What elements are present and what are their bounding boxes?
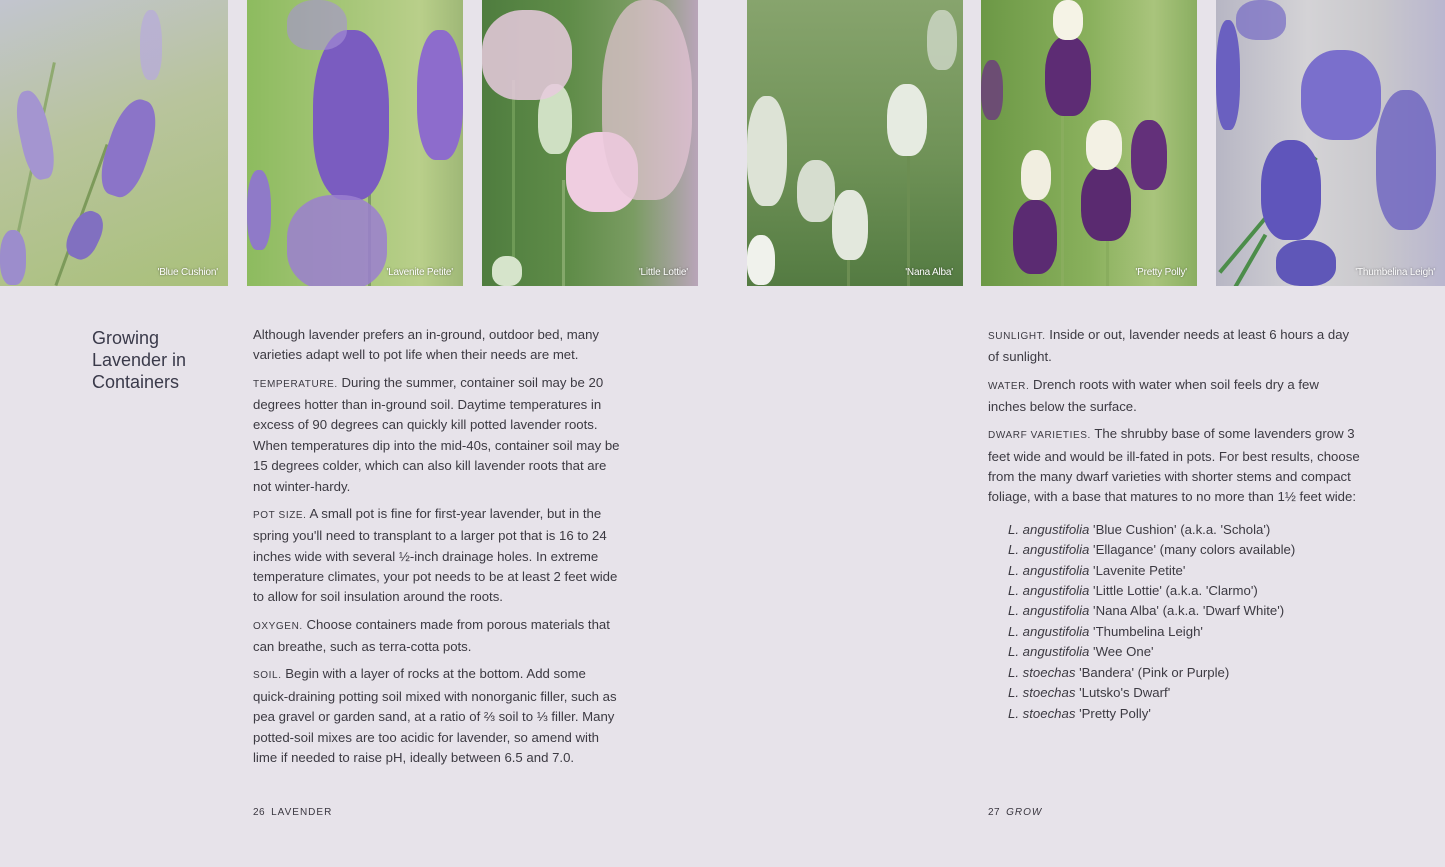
photo-little-lottie bbox=[482, 0, 698, 286]
photo-caption: 'Nana Alba' bbox=[905, 267, 953, 278]
pot-size-label: POT SIZE. bbox=[253, 509, 307, 521]
flower-spike bbox=[981, 60, 1003, 120]
soil-paragraph bbox=[253, 664, 623, 768]
species-name: L. stoechas bbox=[1008, 705, 1076, 721]
photo-lavenite-petite bbox=[247, 0, 463, 286]
photo-caption: 'Thumbelina Leigh' bbox=[1355, 267, 1435, 278]
flower-spike bbox=[0, 230, 26, 285]
photo-caption: 'Pretty Polly' bbox=[1135, 267, 1187, 278]
soil-label: SOIL. bbox=[253, 670, 282, 682]
running-head: GROW bbox=[1006, 807, 1043, 818]
flower-spike bbox=[1301, 50, 1381, 140]
cultivar-name: 'Ellagance' (many colors available) bbox=[1089, 542, 1296, 558]
flower-spike bbox=[1053, 0, 1083, 40]
sunlight-paragraph bbox=[988, 325, 1360, 368]
flower-spike bbox=[1216, 20, 1240, 130]
species-name: L. angustifolia bbox=[1008, 542, 1090, 558]
page-number: 27 bbox=[988, 807, 1001, 818]
cultivar-name: 'Thumbelina Leigh' bbox=[1089, 623, 1203, 639]
left-column-text bbox=[253, 325, 623, 775]
photo-pretty-polly bbox=[981, 0, 1197, 286]
flower-spike bbox=[1376, 90, 1436, 230]
flower-spike bbox=[602, 0, 692, 200]
photo-caption: 'Little Lottie' bbox=[638, 267, 688, 278]
list-item bbox=[1008, 642, 1360, 662]
temperature-text: During the summer, container soil may be 20 degrees hotter than in-ground soil. Daytime temperatures in excess of 90 degrees can quickly kill potted lavender roots. When temperatures dip into the mid-40s, container soil may be 15 degrees colder, which can also kill lavender roots that are not winter-hardy. bbox=[253, 374, 620, 494]
species-name: L. angustifolia bbox=[1008, 562, 1090, 578]
photo-nana-alba bbox=[747, 0, 963, 286]
species-name: L. angustifolia bbox=[1008, 623, 1090, 639]
dwarf-varieties-text: The shrubby base of some lavenders grow 3 feet wide and would be ill-fated in pots. For best results, choose from the many dwarf varieties with shorter stems and compact foliage, with a base that matures to no more than 1½ feet wide: bbox=[988, 426, 1360, 505]
species-name: L. stoechas bbox=[1008, 664, 1076, 680]
photo-caption: 'Blue Cushion' bbox=[157, 267, 218, 278]
flower-spike bbox=[1021, 150, 1051, 200]
species-name: L. stoechas bbox=[1008, 685, 1076, 701]
flower-spike bbox=[927, 10, 957, 70]
flower-stem bbox=[512, 80, 515, 280]
cultivar-name: 'Little Lottie' (a.k.a. 'Clarmo') bbox=[1089, 583, 1258, 599]
oxygen-paragraph bbox=[253, 615, 623, 658]
temperature-paragraph bbox=[253, 373, 623, 497]
sunlight-text: Inside or out, lavender needs at least 6 hours a day of sunlight. bbox=[988, 327, 1350, 365]
flower-spike bbox=[747, 96, 787, 206]
flower-spike bbox=[287, 0, 347, 50]
temperature-label: TEMPERATURE. bbox=[253, 378, 338, 390]
page-folio-right bbox=[988, 807, 1042, 818]
flower-spike bbox=[1086, 120, 1122, 170]
flower-spike bbox=[887, 84, 927, 156]
species-name: L. angustifolia bbox=[1008, 644, 1090, 660]
cultivar-name: 'Pretty Polly' bbox=[1075, 705, 1151, 721]
running-head: LAVENDER bbox=[271, 807, 333, 818]
list-item bbox=[1008, 663, 1360, 683]
cultivar-name: 'Bandera' (Pink or Purple) bbox=[1075, 664, 1230, 680]
sunlight-label: SUNLIGHT. bbox=[988, 331, 1046, 342]
cultivar-name: 'Lavenite Petite' bbox=[1089, 562, 1186, 578]
flower-spike bbox=[1236, 0, 1286, 40]
dwarf-varieties-label: DWARF VARIETIES. bbox=[988, 430, 1091, 442]
flower-stem bbox=[562, 180, 565, 286]
intro-paragraph: Although lavender prefers an in-ground, outdoor bed, many varieties adapt well to pot life when their needs are met. bbox=[253, 327, 600, 363]
flower-spike bbox=[287, 195, 387, 286]
cultivar-name: 'Lutsko's Dwarf' bbox=[1075, 685, 1171, 701]
list-item bbox=[1008, 581, 1360, 601]
water-label: WATER. bbox=[988, 380, 1030, 392]
flower-spike bbox=[313, 30, 389, 200]
flower-spike bbox=[492, 256, 522, 286]
species-name: L. angustifolia bbox=[1008, 603, 1090, 619]
flower-spike bbox=[1131, 120, 1167, 190]
varieties-list bbox=[1008, 520, 1360, 724]
list-item bbox=[1008, 704, 1360, 724]
oxygen-text: Choose containers made from porous materials that can breathe, such as terra-cotta pots. bbox=[253, 616, 610, 655]
flower-stem bbox=[1061, 110, 1064, 286]
water-text: Drench roots with water when soil feels dry a few inches below the surface. bbox=[988, 376, 1319, 415]
flower-spike bbox=[1261, 140, 1321, 240]
list-item bbox=[1008, 561, 1360, 581]
flower-spike bbox=[1081, 165, 1131, 241]
species-name: L. angustifolia bbox=[1008, 583, 1090, 599]
species-name: L. angustifolia bbox=[1008, 521, 1090, 537]
flower-stem bbox=[1106, 240, 1109, 286]
flower-spike bbox=[417, 30, 463, 160]
list-item bbox=[1008, 540, 1360, 560]
cultivar-name: 'Wee One' bbox=[1089, 644, 1154, 660]
list-item bbox=[1008, 622, 1360, 642]
water-paragraph bbox=[988, 375, 1360, 418]
page-number: 26 bbox=[253, 807, 266, 818]
flower-spike bbox=[482, 10, 572, 100]
section-heading: Growing Lavender in Containers bbox=[92, 328, 187, 392]
oxygen-label: OXYGEN. bbox=[253, 620, 303, 632]
soil-text: Begin with a layer of rocks at the bottom. Add some quick-draining potting soil mixed with nonorganic filler, such as pea gravel or garden sand, at a ratio of ⅔ soil to ⅓ filler. Many potted-soil mixes are too acidic for lavender, so amend with lime if needed to raise pH, ideally between 6.5 and 7.0. bbox=[253, 666, 617, 765]
cultivar-name: 'Nana Alba' (a.k.a. 'Dwarf White') bbox=[1089, 603, 1285, 619]
flower-spike bbox=[1045, 36, 1091, 116]
flower-spike bbox=[140, 10, 162, 80]
flower-spike bbox=[1013, 200, 1057, 274]
cultivar-name: 'Blue Cushion' (a.k.a. 'Schola') bbox=[1089, 521, 1271, 537]
photo-thumbelina-leigh bbox=[1216, 0, 1445, 286]
list-item bbox=[1008, 520, 1360, 540]
page-folio-left bbox=[253, 807, 332, 818]
photo-caption: 'Lavenite Petite' bbox=[386, 267, 453, 278]
list-item bbox=[1008, 601, 1360, 621]
flower-spike bbox=[1276, 240, 1336, 286]
flower-spike bbox=[747, 235, 775, 285]
dwarf-varieties-paragraph bbox=[988, 424, 1360, 508]
pot-size-text: A small pot is fine for first-year lavender, but in the spring you'll need to transplant to a larger pot that is 16 to 24 inches wide with several ½-inch drainage holes. In extreme temperature climates, your pot needs to be at least 2 feet wide to allow for soil insulation around the roots. bbox=[253, 505, 618, 605]
list-item bbox=[1008, 683, 1360, 703]
flower-spike bbox=[832, 190, 868, 260]
right-column-text bbox=[988, 325, 1360, 724]
pot-size-paragraph bbox=[253, 504, 623, 608]
flower-spike bbox=[797, 160, 835, 222]
photo-blue-cushion bbox=[0, 0, 228, 286]
flower-spike bbox=[247, 170, 271, 250]
